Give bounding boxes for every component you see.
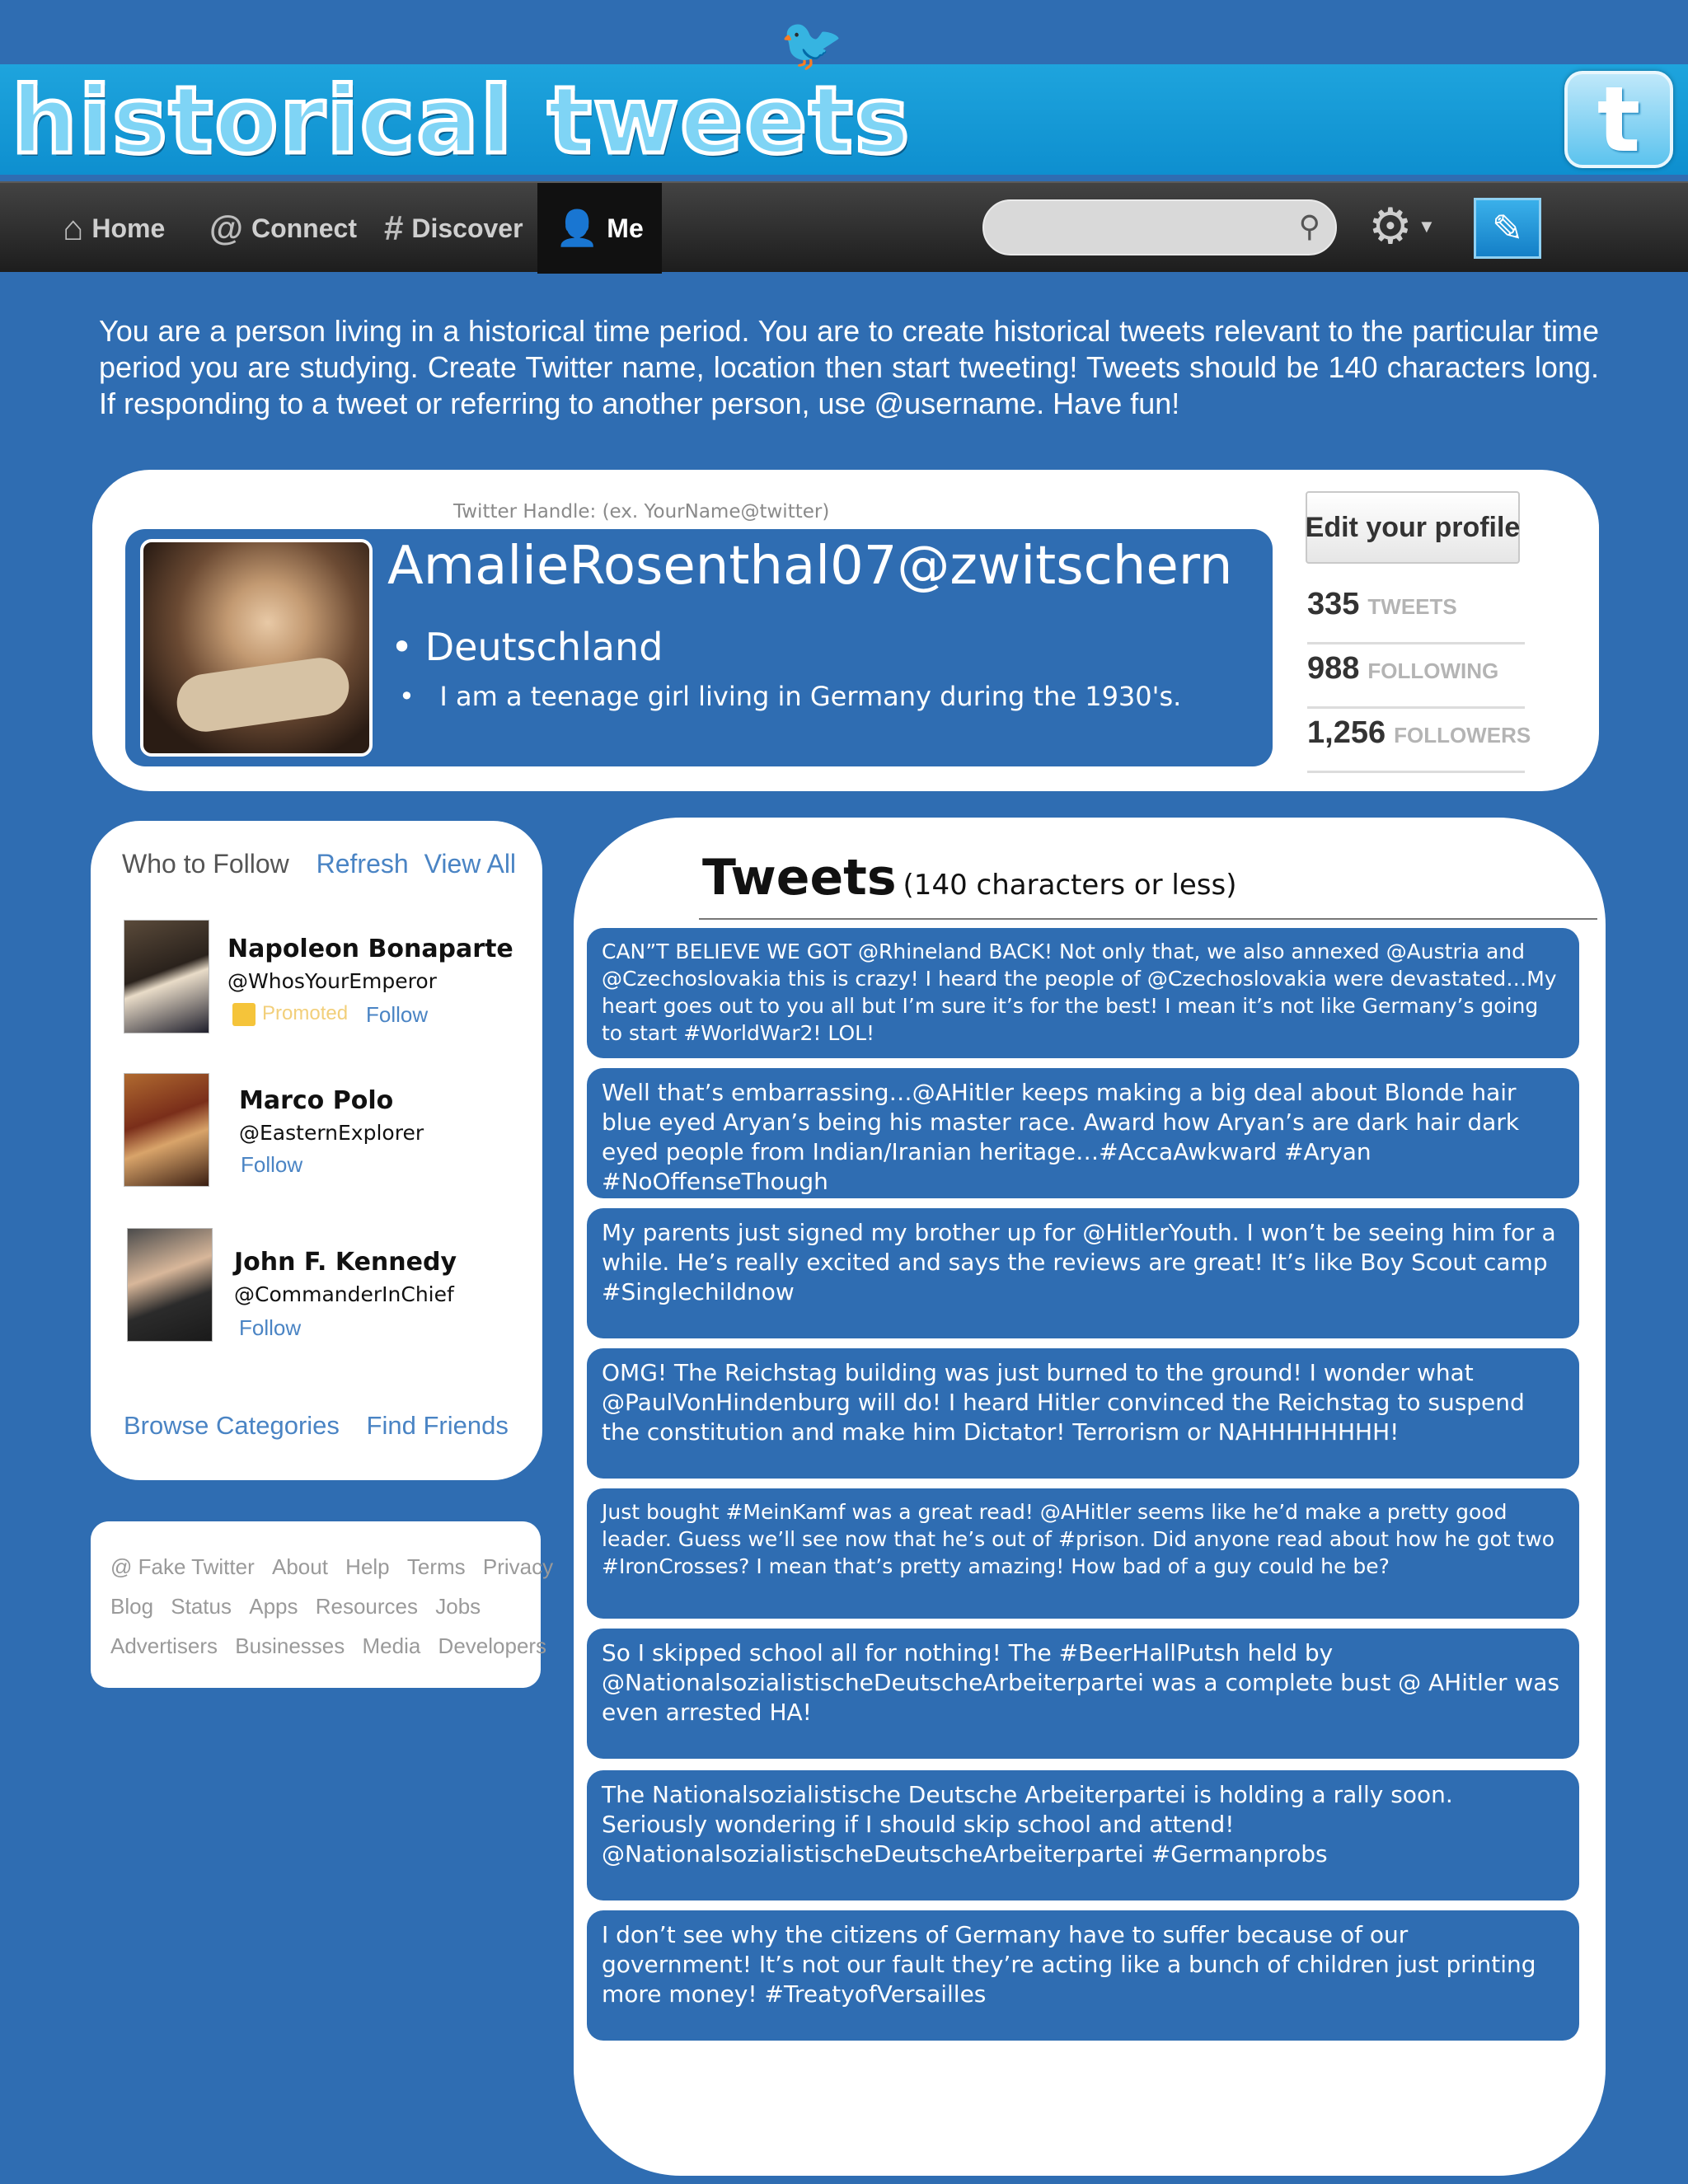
- profile-bio-text: I am a teenage girl living in Germany during the 1930's.: [439, 681, 1182, 712]
- marco-polo-avatar[interactable]: [124, 1073, 209, 1187]
- who-to-follow-title: Who to Follow: [122, 849, 289, 879]
- tweets-title: Tweets: [702, 849, 897, 907]
- tweet[interactable]: Well that’s embarrassing…@AHitler keeps making a big deal about Blonde hair blue eyed Aryan’s being his master race. Award how Aryan’s are dark hair dark eyed people from Indian/Iranian heritage…#AccaAwkward #Aryan #NoOffenseThough: [587, 1068, 1579, 1198]
- stat-followers-num: 1,256: [1307, 715, 1386, 750]
- at-icon: @: [209, 209, 243, 247]
- footer-link[interactable]: Privacy: [482, 1554, 554, 1579]
- handle-hint: Twitter Handle: (ex. YourName@twitter): [453, 501, 830, 523]
- divider: [699, 918, 1597, 920]
- footer-link[interactable]: Status: [171, 1594, 232, 1619]
- footer-link[interactable]: Advertisers: [110, 1633, 218, 1658]
- stat-following-num: 988: [1307, 651, 1360, 686]
- nav-connect[interactable]: [209, 183, 357, 274]
- stat-followers-label: FOLLOWERS: [1394, 723, 1531, 748]
- compose-icon[interactable]: ✎: [1474, 198, 1541, 259]
- chevron-down-icon[interactable]: ▼: [1418, 216, 1436, 237]
- tweet[interactable]: OMG! The Reichstag building was just burned to the ground! I wonder what @PaulVonHindenburg will do! I heard Hitler convinced the Reichstag to suspend the constitution and make him Dictator! Terrorism or NAHHHHHHHH!: [587, 1348, 1579, 1479]
- follow-link[interactable]: Follow: [241, 1152, 303, 1177]
- footer-link[interactable]: Apps: [249, 1594, 298, 1619]
- footer-link[interactable]: @ Fake Twitter: [110, 1554, 255, 1579]
- banner-title: historical tweets: [12, 68, 912, 175]
- person-name[interactable]: Napoleon Bonaparte: [227, 935, 513, 963]
- stat-followers[interactable]: [1307, 715, 1531, 773]
- nav-home-label: Home: [91, 213, 166, 243]
- gear-icon[interactable]: ⚙: [1368, 199, 1413, 254]
- browse-categories-link[interactable]: Browse Categories: [124, 1411, 340, 1440]
- nav-me-label: Me: [607, 213, 644, 243]
- tweets-heading: [702, 849, 1237, 907]
- tweet[interactable]: I don’t see why the citizens of Germany have to suffer because of our government! It’s not our fault they’re acting like a bunch of children just printing more money! #TreatyofVersailles: [587, 1910, 1579, 2041]
- person-icon: 👤: [556, 208, 599, 247]
- kennedy-avatar[interactable]: [127, 1228, 213, 1342]
- avatar: [140, 539, 373, 757]
- tweet[interactable]: So I skipped school all for nothing! The #BeerHallPutsh held by @NationalsozialistischeDeutscheArbeiterpartei was a complete bust @ AHitler was even arrested HA!: [587, 1629, 1579, 1759]
- footer-link[interactable]: Media: [362, 1633, 421, 1658]
- tweet[interactable]: CAN”T BELIEVE WE GOT @Rhineland BACK! Not only that, we also annexed @Austria and @Czechoslovakia this is crazy! I heard the people of @Czechoslovakia were devastated…My heart goes out to you all but I’m sure it’s for the best! I mean it’s not like Germany’s going to start #WorldWar2! LOL!: [587, 928, 1579, 1058]
- bird-icon: 🐦: [780, 16, 844, 73]
- nav-home[interactable]: [63, 183, 165, 274]
- stat-tweets[interactable]: [1307, 587, 1525, 644]
- instructions-text: You are a person living in a historical time period. You are to create historical tweets relevant to the particular time period you are studying. Create Twitter name, location then start tweeting! Tweets should be 140 characters long. If responding to a tweet or referring to another person, use @username. Have fun!: [99, 314, 1599, 420]
- logo-letter: t: [1597, 67, 1641, 172]
- footer-link[interactable]: Businesses: [235, 1633, 345, 1658]
- header-banner: [0, 64, 1688, 175]
- home-icon: ⌂: [63, 209, 84, 247]
- tweet[interactable]: My parents just signed my brother up for @HitlerYouth. I won’t be seeing him for a while. He’s really excited and says the reviews are great! It’s like Boy Scout camp #Singlechildnow: [587, 1208, 1579, 1338]
- search-input[interactable]: [982, 199, 1337, 255]
- person-name[interactable]: Marco Polo: [239, 1086, 394, 1115]
- profile-location: • Deutschland: [391, 625, 663, 669]
- footer-link[interactable]: Resources: [315, 1594, 419, 1619]
- edit-profile-button[interactable]: Edit your profile: [1306, 491, 1520, 564]
- footer-link[interactable]: Developers: [438, 1633, 547, 1658]
- who-to-follow-footer: [124, 1411, 509, 1441]
- nav-me[interactable]: [537, 183, 662, 274]
- nav-discover-label: Discover: [411, 213, 523, 243]
- nav-connect-label: Connect: [251, 213, 357, 243]
- tweet[interactable]: Just bought #MeinKamf was a great read! @AHitler seems like he’d make a pretty good leader. Guess we’ll see now that he’s out of #prison. Did anyone read about how he got two #IronCrosses? I mean that’s pretty amazing! How bad of a guy could he be?: [587, 1488, 1579, 1619]
- napoleon-avatar[interactable]: [124, 920, 209, 1033]
- twitter-logo-icon[interactable]: [1564, 67, 1673, 172]
- find-friends-link[interactable]: Find Friends: [366, 1411, 509, 1440]
- footer-link[interactable]: Blog: [110, 1594, 154, 1619]
- person-handle[interactable]: @EasternExplorer: [239, 1121, 424, 1145]
- nav-discover[interactable]: [384, 183, 523, 274]
- tweet[interactable]: The Nationalsozialistische Deutsche Arbeiterpartei is holding a rally soon. Seriously wondering if I should skip school and attend! @NationalsozialistischeDeutscheArbeiterpartei #Germanprobs: [587, 1770, 1579, 1900]
- view-all-link[interactable]: View All: [424, 849, 517, 879]
- person-handle[interactable]: @WhosYourEmperor: [227, 969, 437, 993]
- who-to-follow-header: [122, 849, 516, 879]
- footer-links-row: [110, 1554, 553, 1580]
- search-icon[interactable]: ⚲: [1298, 209, 1320, 243]
- footer-links-row: [110, 1633, 546, 1659]
- avatar-detail: [173, 654, 353, 736]
- stat-following-label: FOLLOWING: [1367, 658, 1499, 683]
- footer-links-row: [110, 1594, 481, 1619]
- stat-following[interactable]: [1307, 651, 1525, 709]
- footer-link[interactable]: Jobs: [435, 1594, 481, 1619]
- person-handle[interactable]: @CommanderInChief: [234, 1282, 454, 1306]
- promoted-label: Promoted: [262, 1002, 349, 1024]
- footer-link[interactable]: Terms: [406, 1554, 466, 1579]
- profile-name: AmalieRosenthal07@zwitschern: [387, 536, 1233, 597]
- follow-link[interactable]: Follow: [366, 1002, 429, 1027]
- profile-bio: • I am a teenage girl living in Germany during the 1930's.: [399, 681, 1182, 712]
- person-name[interactable]: John F. Kennedy: [234, 1248, 457, 1277]
- follow-link[interactable]: Follow: [239, 1315, 302, 1340]
- promoted-badge: [232, 1002, 348, 1026]
- footer-link[interactable]: About: [271, 1554, 328, 1579]
- profile-location-text: Deutschland: [424, 625, 663, 669]
- stat-tweets-num: 335: [1307, 587, 1360, 621]
- tweets-subtitle: (140 characters or less): [903, 869, 1237, 902]
- refresh-link[interactable]: Refresh: [316, 849, 409, 879]
- hash-icon: #: [384, 209, 404, 247]
- footer-link[interactable]: Help: [345, 1554, 390, 1579]
- promoted-icon: [232, 1003, 256, 1026]
- stat-tweets-label: TWEETS: [1367, 594, 1457, 619]
